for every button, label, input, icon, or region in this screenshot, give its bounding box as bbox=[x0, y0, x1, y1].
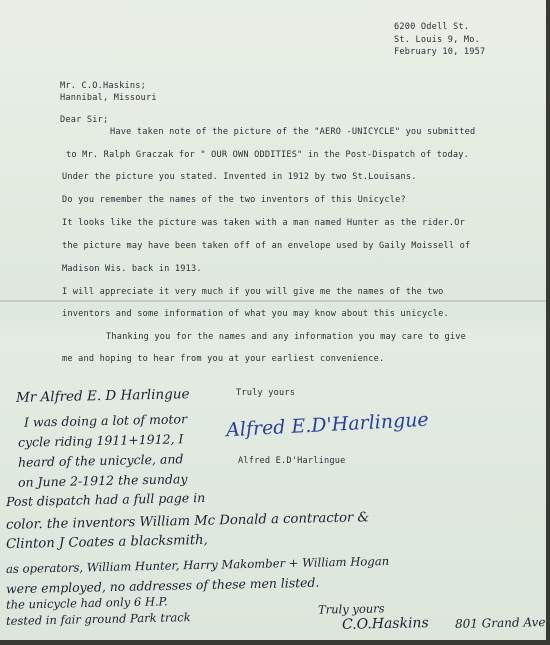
body-line: the picture may have been taken off of an envelope used by Gaily Moissell of bbox=[62, 241, 471, 251]
body-line: Madison Wis. back in 1913. bbox=[62, 264, 202, 274]
closing: Truly yours bbox=[236, 388, 296, 398]
handwritten-line: heard of the unicycle, and bbox=[17, 451, 184, 470]
body-line: Thanking you for the names and any information you may care to give bbox=[106, 332, 467, 342]
body-line: to Mr. Ralph Graczak for " OUR OWN ODDITIES" in the Post-Dispatch of today. bbox=[66, 150, 470, 160]
scan-edge-right bbox=[546, 0, 550, 645]
body-line: Have taken note of the picture of the "AERO -UNICYCLE" you submitted bbox=[110, 127, 476, 137]
body-line: I will appreciate it very much if you will give me the names of the two bbox=[62, 287, 444, 297]
blue-ink-signature: Alfred E.D'Harlingue bbox=[225, 408, 430, 442]
body-line: Under the picture you stated. Invented in 1912 by two St.Louisans. bbox=[62, 172, 417, 182]
handwritten-line: tested in fair ground Park track bbox=[5, 610, 191, 628]
handwritten-line: Post dispatch had a full page in bbox=[5, 489, 206, 510]
handwritten-line: Clinton J Coates a blacksmith, bbox=[5, 532, 208, 553]
handwritten-line: as operators, William Hunter, Harry Makomber + William Hogan bbox=[5, 553, 390, 577]
body-line: inventors and some information of what you may know about this unicycle. bbox=[62, 309, 449, 319]
handwritten-line: Mr Alfred E. D Harlingue bbox=[15, 386, 190, 406]
scan-edge-bottom bbox=[0, 640, 550, 645]
handwritten-line: were employed, no addresses of these men listed. bbox=[5, 574, 320, 597]
handwritten-line: cycle riding 1911+1912, I bbox=[17, 431, 184, 450]
recipient-name: Mr. C.O.Haskins; bbox=[60, 81, 146, 91]
letter-date: February 10, 1957 bbox=[394, 47, 486, 57]
sender-street: 6200 Odell St. bbox=[394, 22, 470, 32]
salutation: Dear Sir; bbox=[60, 115, 109, 125]
handwritten-address: 801 Grand Ave bbox=[454, 615, 546, 631]
handwritten-line: on June 2-1912 the sunday bbox=[17, 471, 188, 490]
handwritten-line: the unicycle had only 6 H.P. bbox=[5, 594, 168, 612]
handwritten-line: color. the inventors William Mc Donald a contractor & bbox=[5, 510, 370, 533]
typed-signature-name: Alfred E.D'Harlingue bbox=[238, 456, 346, 466]
body-line: Do you remember the names of the two inventors of this Unicycle? bbox=[62, 195, 406, 205]
body-line: me and hoping to hear from you at your earliest convenience. bbox=[62, 354, 385, 364]
paper-fold bbox=[0, 300, 550, 302]
body-line: It looks like the picture was taken with a man named Hunter as the rider.Or bbox=[62, 218, 466, 228]
sender-city: St. Louis 9, Mo. bbox=[394, 35, 480, 45]
handwritten-signature: C.O.Haskins bbox=[341, 615, 429, 633]
handwritten-line: I was doing a lot of motor bbox=[23, 411, 188, 430]
handwritten-closing: Truly yours bbox=[317, 601, 385, 617]
recipient-city: Hannibal, Missouri bbox=[60, 93, 157, 103]
